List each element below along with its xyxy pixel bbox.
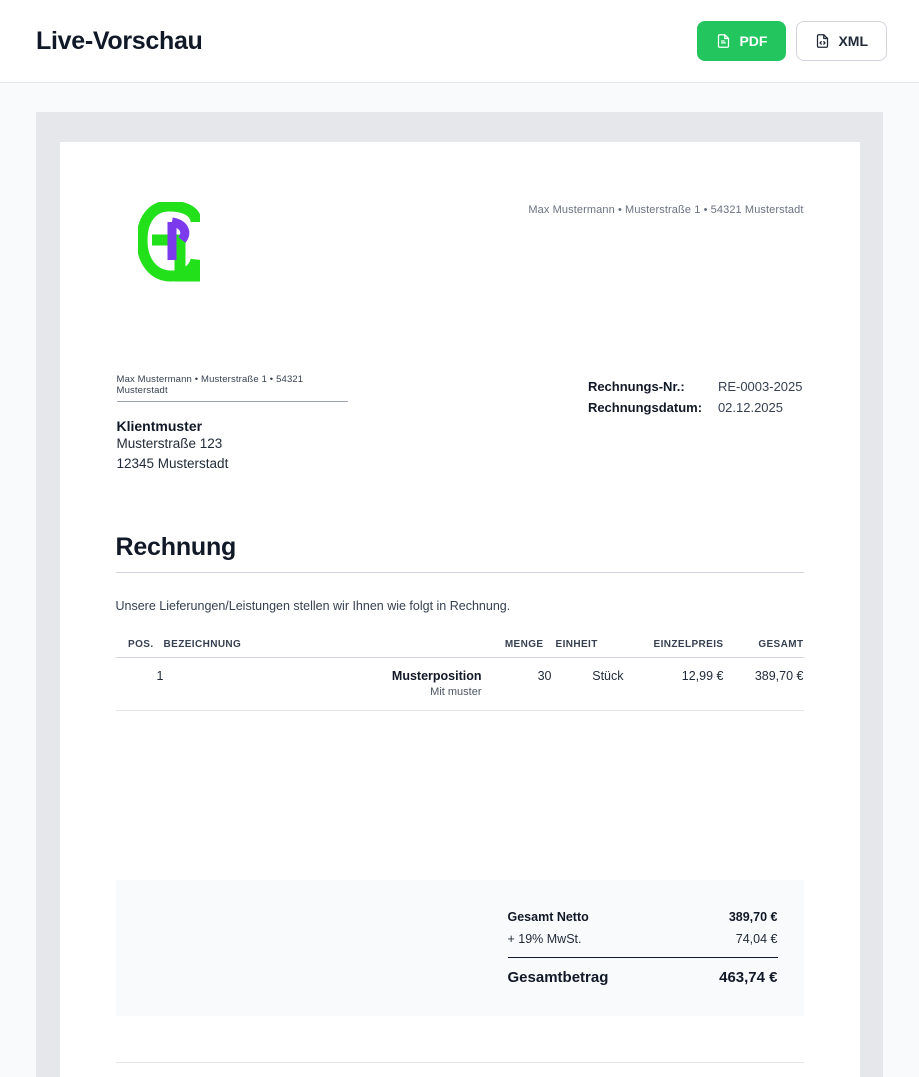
totals-vat-row (508, 928, 778, 950)
pdf-file-icon (716, 33, 731, 49)
col-unit: EINHEIT (552, 639, 624, 658)
cell-total: 389,70 € (724, 657, 804, 710)
totals-grand-label: Gesamtbetrag (507, 969, 609, 986)
invoice-number-label: Rechnungs-Nr.: (587, 379, 685, 394)
document-title: Rechnung (115, 532, 237, 561)
page-title: Live-Vorschau (36, 26, 203, 55)
col-total: GESAMT (724, 639, 804, 658)
invoice-meta (588, 377, 803, 475)
letterhead (116, 190, 804, 330)
recipient-name: Klientmuster (116, 418, 203, 434)
col-pos: POS. (116, 639, 164, 658)
export-pdf-button[interactable] (697, 21, 786, 61)
cell-pos: 1 (116, 657, 164, 710)
invoice-date-label: Rechnungsdatum: (587, 399, 703, 415)
invoice-date-row (588, 398, 803, 419)
export-xml-button[interactable] (796, 21, 887, 61)
totals-grand-row (508, 957, 778, 986)
toolbar-actions (697, 21, 887, 61)
totals-net-value: 389,70 € (728, 910, 778, 924)
cell-unit: Stück (552, 657, 624, 710)
item-name: Musterposition (391, 668, 482, 683)
recipient-street: Musterstraße 123 (116, 436, 223, 451)
table-row (116, 657, 804, 710)
preview-scroll-area[interactable] (0, 83, 919, 1077)
invoice-number-row (588, 377, 803, 398)
export-pdf-label: PDF (739, 33, 768, 49)
company-logo (138, 202, 200, 287)
totals-list (508, 906, 778, 986)
item-description: Mit muster (430, 685, 482, 698)
sender-header-line: Max Mustermann • Musterstraße 1 • 54321 Musterstadt (528, 204, 804, 216)
totals-vat-value: 74,04 € (735, 932, 778, 946)
cell-description (164, 657, 482, 710)
cell-unit-price: 12,99 € (624, 657, 724, 710)
address-meta-row (116, 374, 804, 475)
footer-divider (116, 1062, 804, 1063)
totals-vat-label: + 19% MwSt. (507, 932, 582, 946)
toolbar (0, 0, 919, 83)
totals-net-row (508, 906, 778, 928)
col-unit-price: EINZELPREIS (624, 639, 724, 658)
table-header-row (116, 639, 804, 658)
totals-grand-value: 463,74 € (719, 969, 778, 986)
intro-text: Unsere Lieferungen/Leistungen stellen wir Ihnen wie folgt in Rechnung. (115, 598, 511, 613)
col-description: BEZEICHNUNG (164, 639, 482, 658)
totals-net-label: Gesamt Netto (507, 910, 589, 924)
title-divider (116, 572, 804, 573)
export-xml-label: XML (838, 33, 868, 49)
recipient-block (117, 374, 417, 475)
invoice-number-value: RE-0003-2025 (717, 379, 803, 394)
preview-frame (36, 112, 883, 1077)
invoice-page (60, 142, 860, 1077)
recipient-city: 12345 Musterstadt (116, 456, 229, 472)
col-quantity: MENGE (482, 639, 552, 658)
totals-panel (116, 880, 804, 1016)
invoice-date-value: 02.12.2025 (717, 399, 784, 415)
sender-return-line: Max Mustermann • Musterstraße 1 • 54321 Musterstadt (117, 374, 348, 402)
cell-quantity: 30 (482, 657, 552, 710)
xml-file-icon (815, 33, 830, 49)
line-items-table (116, 639, 804, 711)
